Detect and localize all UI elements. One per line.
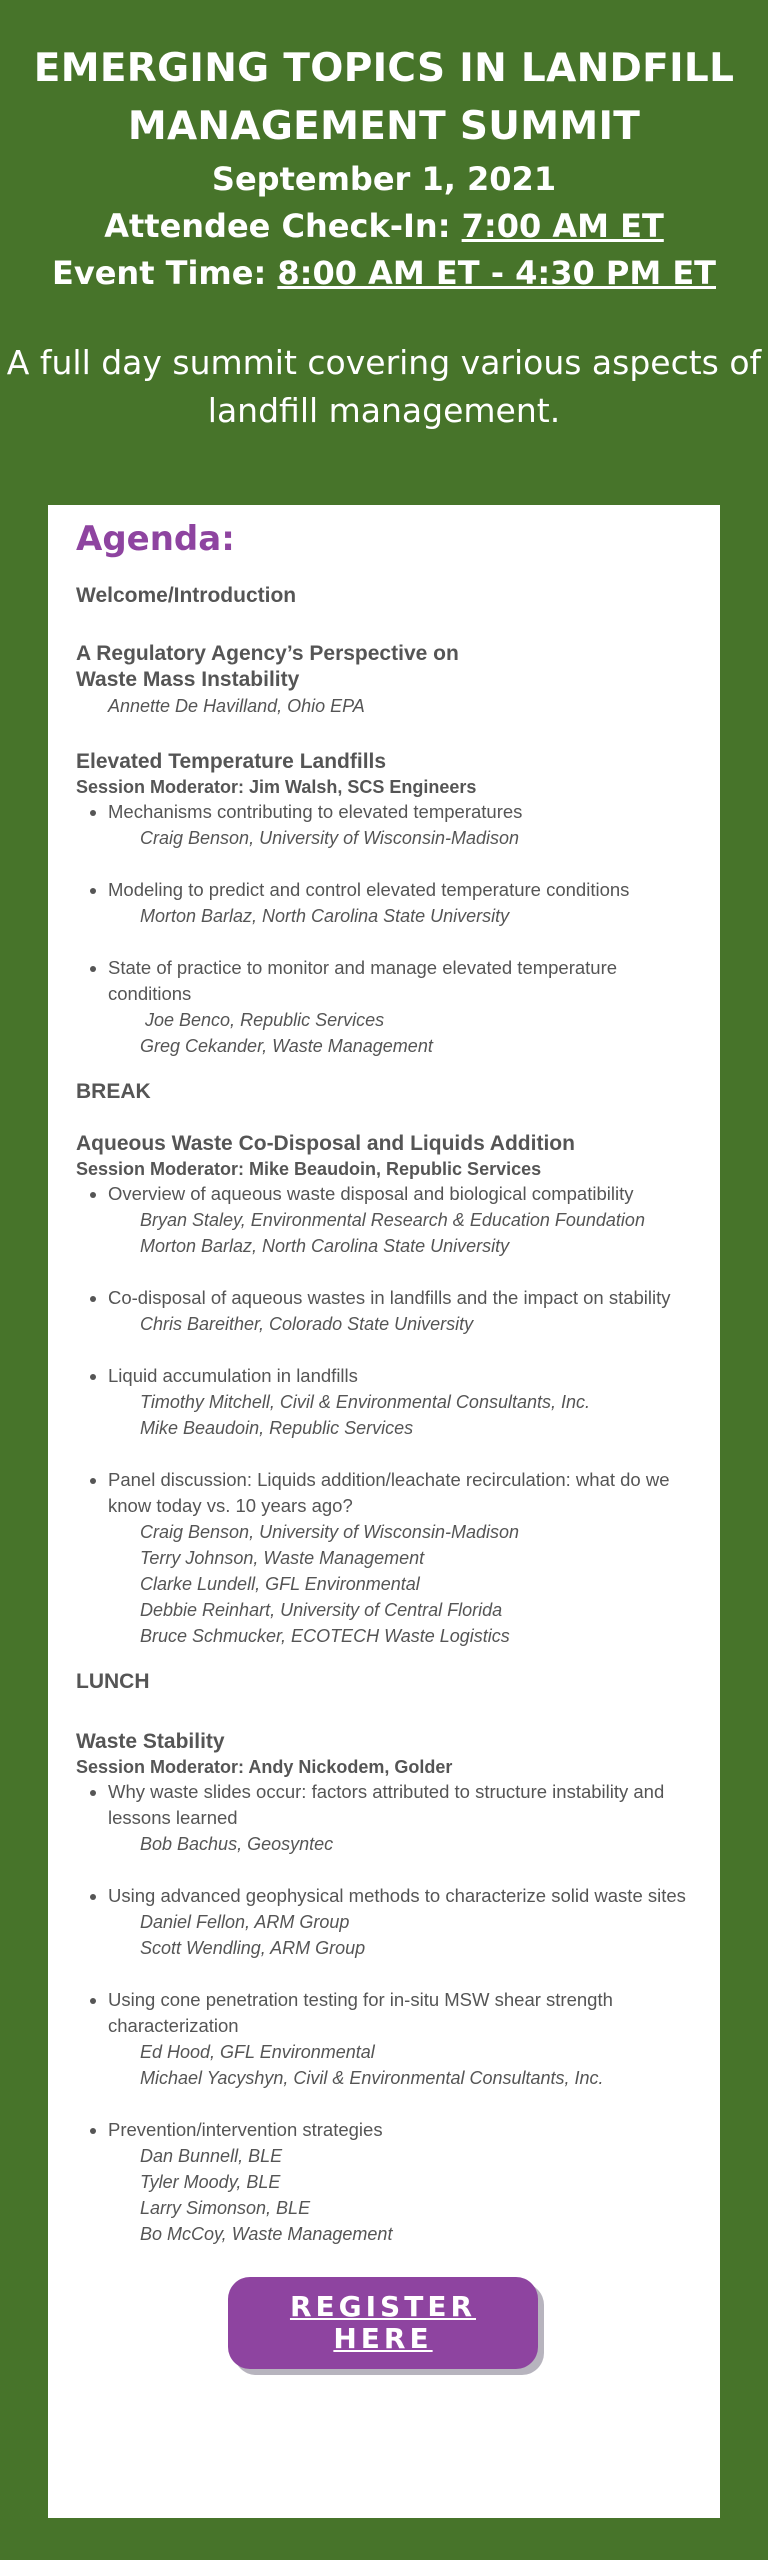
speaker-name: Bo McCoy, Waste Management (140, 2224, 393, 2244)
topic-text: Modeling to predict and control elevated temperature conditions (108, 879, 630, 900)
cta-wrapper (76, 2277, 690, 2369)
event-time-line (0, 250, 768, 297)
speaker-name: Chris Bareither, Colorado State University (140, 1314, 474, 1334)
speaker-name: Daniel Fellon, ARM Group (140, 1912, 350, 1932)
etl-title: Elevated Temperature Landfills (76, 750, 387, 773)
lunch-block (76, 1669, 690, 1695)
speaker-name: Terry Johnson, Waste Management (140, 1548, 425, 1568)
list-item (108, 1181, 690, 1259)
list-item (108, 1779, 690, 1857)
event-time: 8:00 AM ET - 4:30 PM ET (277, 254, 716, 292)
checkin-time: 7:00 AM ET (461, 207, 664, 245)
speaker-name: Mike Beaudoin, Republic Services (140, 1418, 414, 1438)
list-item (108, 799, 690, 851)
event-title: EMERGING TOPICS IN LANDFILL MANAGEMENT SUMMIT (33, 46, 735, 149)
speaker-name: Clarke Lundell, GFL Environmental (140, 1574, 420, 1594)
agenda-heading: Agenda: (76, 519, 235, 559)
list-item (108, 1285, 690, 1337)
aqueous-session (76, 1131, 690, 1649)
list-item (108, 1987, 690, 2091)
topic-text: State of practice to monitor and manage elevated temperature conditions (108, 957, 618, 1004)
welcome-title: Welcome/Introduction (76, 584, 297, 607)
welcome-block (76, 583, 690, 609)
list-item (108, 1467, 690, 1649)
list-item (108, 877, 690, 929)
topic-text: Using cone penetration testing for in-situ MSW shear strength characterization (108, 1989, 613, 2036)
etl-items (76, 799, 690, 1059)
topic-text: Liquid accumulation in landfills (108, 1365, 358, 1386)
event-header (0, 0, 768, 435)
stability-session (76, 1729, 690, 2247)
topic-text: Panel discussion: Liquids addition/leachate recirculation: what do we know today vs. 10 years ago? (108, 1469, 670, 1516)
lunch-label: LUNCH (76, 1670, 150, 1693)
tagline-text: A full day summit covering various aspects of landfill management. (6, 343, 762, 430)
register-label-line2: HERE (333, 2322, 433, 2355)
list-item (108, 2117, 690, 2247)
aqueous-title: Aqueous Waste Co-Disposal and Liquids Addition (76, 1132, 575, 1155)
speaker-name: Greg Cekander, Waste Management (140, 1036, 433, 1056)
etl-session (76, 749, 690, 1059)
stability-moderator: Session Moderator: Andy Nickodem, Golder (76, 1757, 453, 1777)
topic-text: Using advanced geophysical methods to characterize solid waste sites (108, 1885, 686, 1906)
speaker-name: Timothy Mitchell, Civil & Environmental Consultants, Inc. (140, 1392, 590, 1412)
list-item (108, 955, 690, 1059)
speaker-name: Debbie Reinhart, University of Central Florida (140, 1600, 503, 1620)
checkin-label: Attendee Check-In: (104, 207, 462, 245)
event-tagline (0, 339, 768, 435)
stability-items (76, 1779, 690, 2247)
speaker-name: Dan Bunnell, BLE (140, 2146, 283, 2166)
speaker-name: Joe Benco, Republic Services (140, 1010, 385, 1030)
break-block (76, 1079, 690, 1105)
topic-text: Why waste slides occur: factors attributed to structure instability and lessons learned (108, 1781, 665, 1828)
speaker-name: Michael Yacyshyn, Civil & Environmental Consultants, Inc. (140, 2068, 604, 2088)
event-time-label: Event Time: (51, 254, 278, 292)
speaker-name: Craig Benson, University of Wisconsin-Madison (140, 828, 519, 848)
list-item (108, 1883, 690, 1961)
event-date: September 1, 2021 (211, 160, 557, 198)
topic-text: Overview of aqueous waste disposal and biological compatibility (108, 1183, 634, 1204)
regulatory-title-line1: A Regulatory Agency’s Perspective on (76, 642, 459, 665)
agenda-card (48, 505, 720, 2518)
regulatory-block (76, 641, 690, 719)
speaker-name: Bryan Staley, Environmental Research & Education Foundation (140, 1210, 645, 1230)
speaker-name: Craig Benson, University of Wisconsin-Madison (140, 1522, 519, 1542)
stability-title: Waste Stability (76, 1730, 225, 1753)
regulatory-speaker: Annette De Havilland, Ohio EPA (108, 696, 365, 716)
speaker-name: Morton Barlaz, North Carolina State University (140, 906, 510, 926)
aqueous-items (76, 1181, 690, 1649)
speaker-name: Bob Bachus, Geosyntec (140, 1834, 334, 1854)
speaker-name: Larry Simonson, BLE (140, 2198, 311, 2218)
checkin-line (0, 203, 768, 250)
speaker-name: Morton Barlaz, North Carolina State University (140, 1236, 510, 1256)
topic-text: Prevention/intervention strategies (108, 2119, 383, 2140)
topic-text: Co-disposal of aqueous wastes in landfills and the impact on stability (108, 1287, 671, 1308)
speaker-name: Ed Hood, GFL Environmental (140, 2042, 375, 2062)
etl-moderator: Session Moderator: Jim Walsh, SCS Engineers (76, 777, 477, 797)
break-label: BREAK (76, 1080, 151, 1103)
speaker-name: Tyler Moody, BLE (140, 2172, 281, 2192)
regulatory-title-line2: Waste Mass Instability (76, 668, 300, 691)
register-button[interactable] (228, 2277, 538, 2369)
speaker-name: Bruce Schmucker, ECOTECH Waste Logistics (140, 1626, 510, 1646)
register-label-line1: REGISTER (289, 2290, 477, 2323)
topic-text: Mechanisms contributing to elevated temperatures (108, 801, 523, 822)
aqueous-moderator: Session Moderator: Mike Beaudoin, Republic Services (76, 1159, 542, 1179)
speaker-name: Scott Wendling, ARM Group (140, 1938, 366, 1958)
list-item (108, 1363, 690, 1441)
